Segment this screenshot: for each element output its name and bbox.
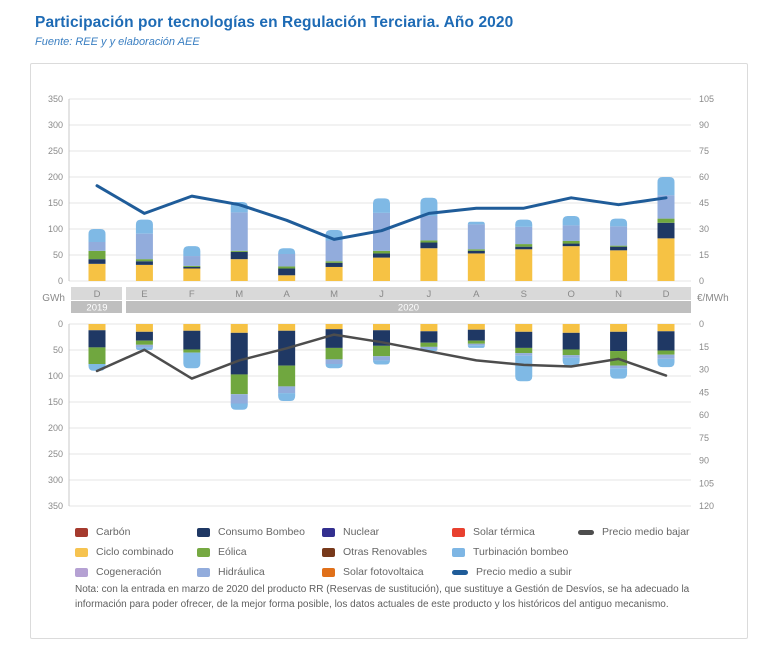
bar-segment	[515, 247, 532, 250]
bar-segment	[373, 324, 390, 330]
legend-label: Eólica	[218, 546, 247, 558]
source-caption: Fuente: REE y y elaboración AEE	[35, 36, 200, 48]
bar-segment	[183, 256, 200, 266]
bar-segment	[278, 386, 295, 393]
axis-tick-label: 30	[699, 364, 710, 375]
bar-segment	[420, 347, 437, 349]
legend-swatch-consumo-bombeo	[197, 528, 210, 537]
bar-segment	[231, 394, 248, 403]
bar-segment	[326, 364, 343, 368]
bar-segment	[658, 355, 675, 359]
bar-segment	[89, 324, 106, 330]
year-label: 2020	[397, 302, 420, 314]
bar-segment	[231, 252, 248, 259]
bar-segment	[515, 332, 532, 348]
bar-segment	[373, 198, 390, 213]
bar-segment	[183, 331, 200, 350]
bar-segment	[183, 349, 200, 352]
bar-segment	[89, 347, 106, 364]
bar-segment	[373, 346, 390, 356]
bar-segment	[563, 244, 580, 247]
axis-tick-label: 100	[47, 371, 63, 381]
axis-tick-label: 0	[699, 276, 705, 286]
bar-segment	[231, 324, 248, 333]
bar-segment	[420, 243, 437, 249]
bar-segment	[610, 219, 627, 227]
month-label: M	[330, 289, 339, 300]
month-strip-2020	[126, 287, 691, 300]
axis-tick-label: 0	[57, 319, 63, 329]
bar-segment	[89, 259, 106, 264]
bar-segment	[658, 359, 675, 367]
bar-segment	[89, 242, 106, 251]
legend-label: Precio medio a subir	[476, 566, 572, 578]
bar-segment	[278, 366, 295, 387]
bar-segment	[278, 324, 295, 331]
bar-segment	[278, 254, 295, 266]
legend-swatch-turbinacion-bombeo	[452, 548, 465, 557]
bar-segment	[658, 177, 675, 195]
bar-segment	[610, 332, 627, 351]
legend-item-consumo-bombeo	[197, 522, 322, 542]
bar-segment	[326, 359, 343, 364]
axis-tick-label: 75	[699, 432, 710, 443]
note-text: Nota: con la entrada en marzo de 2020 del producto RR (Reservas de sustitución), que sustituye a Gestión de Desvíos, se ha adecuado la información para poder ofrecer, de la mejor forma posible, los datos actuales de este producto y los históricos del antiguo mecanismo.	[75, 584, 690, 610]
legend-swatch-cogeneracion	[75, 568, 88, 577]
gwh-unit-label: GWh	[42, 293, 65, 304]
legend	[75, 522, 690, 582]
bar-segment	[468, 345, 485, 348]
bar-segment	[183, 266, 200, 267]
bar-segment	[183, 353, 200, 369]
axis-tick-label: 15	[699, 341, 710, 352]
legend-item-precio-medio-a-subir	[452, 562, 578, 582]
bar-segment	[563, 241, 580, 244]
legend-swatch-otras-renovables	[322, 548, 335, 557]
legend-label: Ciclo combinado	[96, 546, 174, 558]
bar-segment	[231, 404, 248, 410]
bar-segment	[373, 253, 390, 257]
price-unit-label: €/MWh	[697, 293, 729, 304]
bar-segment	[610, 250, 627, 281]
axis-tick-label: 50	[52, 345, 63, 355]
axis-tick-label: 100	[47, 224, 63, 234]
legend-label: Consumo Bombeo	[218, 526, 305, 538]
legend-line-swatch-precio-medio-a-subir	[452, 570, 468, 575]
bar-segment	[563, 355, 580, 358]
bar-segment	[89, 330, 106, 347]
bar-segment	[563, 333, 580, 350]
bar-segment	[373, 251, 390, 254]
axis-tick-label: 45	[699, 387, 710, 398]
bar-segment	[468, 224, 485, 249]
bar-segment	[136, 234, 153, 259]
legend-swatch-eolica	[197, 548, 210, 557]
legend-item-hidraulica	[197, 562, 322, 582]
legend-label: Carbón	[96, 526, 131, 538]
month-label: J	[426, 289, 432, 300]
axis-tick-label: 60	[699, 172, 710, 182]
bar-segment	[326, 324, 343, 329]
bar-segment	[89, 264, 106, 281]
bar-segment	[468, 324, 485, 330]
bar-segment	[468, 341, 485, 344]
bar-segment	[183, 269, 200, 281]
legend-label: Solar fotovoltaica	[343, 566, 424, 578]
bar-segment	[326, 263, 343, 267]
bar-segment	[136, 261, 153, 265]
bar-segment	[136, 324, 153, 332]
bar-segment	[563, 246, 580, 281]
bar-segment	[563, 349, 580, 355]
month-label: O	[567, 289, 575, 300]
bar-segment	[373, 360, 390, 364]
axis-tick-label: 200	[47, 172, 63, 182]
bar-segment	[515, 227, 532, 244]
axis-tick-label: 300	[47, 120, 63, 130]
bar-segment	[278, 275, 295, 281]
bar-segment	[658, 351, 675, 355]
axis-tick-label: 0	[57, 276, 63, 286]
bar-segment	[658, 331, 675, 350]
bar-segment	[515, 356, 532, 381]
chart-panel	[30, 63, 748, 639]
axis-tick-label: 200	[47, 423, 63, 433]
legend-swatch-hidraulica	[197, 568, 210, 577]
bar-segment	[515, 244, 532, 247]
legend-label: Cogeneración	[96, 566, 162, 578]
bar-segment	[610, 368, 627, 378]
bar-segment	[610, 226, 627, 245]
axis-tick-label: 105	[699, 94, 715, 104]
bar-segment	[373, 258, 390, 281]
legend-swatch-carbon	[75, 528, 88, 537]
axis-tick-label: 120	[699, 501, 715, 511]
legend-swatch-nuclear	[322, 528, 335, 537]
legend-item-otras-renovables	[322, 542, 452, 562]
bar-segment	[136, 265, 153, 281]
bar-segment	[183, 267, 200, 269]
legend-swatch-solar-termica	[452, 528, 465, 537]
bar-segment	[468, 253, 485, 281]
bar-segment	[515, 353, 532, 356]
bar-segment	[563, 324, 580, 333]
bar-segment	[563, 216, 580, 225]
bar-segment	[231, 374, 248, 394]
bar-segment	[515, 220, 532, 227]
axis-tick-label: 50	[52, 250, 63, 260]
axis-tick-label: 75	[699, 146, 710, 156]
legend-item-solar-fotovoltaica	[322, 562, 452, 582]
bar-segment	[658, 324, 675, 331]
bar-segment	[326, 329, 343, 348]
legend-item-carbon	[75, 522, 197, 542]
axis-tick-label: 350	[47, 501, 63, 511]
bar-segment	[420, 331, 437, 342]
axis-tick-label: 60	[699, 410, 710, 420]
legend-label: Precio medio bajar	[602, 526, 690, 538]
bar-segment	[610, 246, 627, 247]
bar-segment	[278, 269, 295, 276]
month-label: S	[520, 289, 527, 300]
bar-segment	[658, 219, 675, 223]
month-label: F	[188, 289, 195, 300]
axis-tick-label: 30	[699, 224, 710, 234]
legend-item-cogeneracion	[75, 562, 197, 582]
bar-segment	[136, 220, 153, 234]
bar-segment	[468, 330, 485, 341]
legend-label: Turbinación bombeo	[473, 546, 569, 558]
bar-segment	[610, 324, 627, 332]
bar-segment	[278, 248, 295, 254]
bar-segment	[326, 240, 343, 261]
bar-segment	[183, 246, 200, 256]
axis-tick-label: 45	[699, 198, 710, 208]
axis-tick-label: 250	[47, 449, 63, 459]
bar-segment	[278, 393, 295, 401]
bar-segment	[658, 238, 675, 281]
bar-segment	[326, 267, 343, 281]
bar-segment	[136, 341, 153, 345]
axis-tick-label: 350	[47, 94, 63, 104]
month-label: A	[283, 289, 290, 300]
axis-tick-label: 0	[699, 319, 705, 329]
legend-item-precio-medio-bajar	[578, 522, 690, 542]
legend-label: Solar térmica	[473, 526, 535, 538]
legend-label: Hidráulica	[218, 566, 265, 578]
bar-segment	[610, 366, 627, 369]
bar-segment	[420, 240, 437, 242]
legend-swatch-solar-fotovoltaica	[322, 568, 335, 577]
axis-tick-label: 300	[47, 475, 63, 485]
bar-segment	[136, 332, 153, 341]
bar-segment	[231, 259, 248, 281]
bar-segment	[420, 216, 437, 240]
bar-segment	[468, 249, 485, 251]
bar-segment	[89, 229, 106, 242]
page-title: Participación por tecnologías en Regulación Terciaria. Año 2020	[35, 14, 514, 31]
bar-segment	[515, 348, 532, 353]
bar-segment	[468, 251, 485, 254]
month-label: E	[141, 289, 148, 300]
month-label: D	[93, 289, 101, 300]
bar-segment	[420, 248, 437, 281]
bar-segment	[610, 247, 627, 251]
axis-tick-label: 250	[47, 146, 63, 156]
bar-segment	[420, 343, 437, 347]
bar-segment	[373, 356, 390, 360]
legend-item-solar-termica	[452, 522, 578, 542]
bar-segment	[326, 261, 343, 263]
legend-item-nuclear	[322, 522, 452, 542]
legend-item-turbinacion-bombeo	[452, 542, 578, 562]
legend-label: Otras Renovables	[343, 546, 428, 558]
bar-segment	[231, 212, 248, 250]
bar-segment	[278, 266, 295, 268]
axis-tick-label: 105	[699, 478, 715, 489]
month-label: M	[235, 289, 244, 300]
axis-tick-label: 150	[47, 397, 63, 407]
bar-segment	[658, 223, 675, 239]
axis-tick-label: 90	[699, 120, 710, 130]
month-label: N	[615, 289, 623, 300]
axis-tick-label: 150	[47, 198, 63, 208]
bar-segment	[515, 249, 532, 281]
bar-segment	[563, 225, 580, 241]
year-label: 2019	[86, 302, 108, 314]
legend-item-ciclo-combinado	[75, 542, 197, 562]
chart-canvas	[31, 68, 743, 520]
bar-segment	[468, 222, 485, 225]
bar-segment	[231, 333, 248, 375]
month-label: J	[379, 289, 384, 300]
legend-label: Nuclear	[343, 526, 380, 538]
axis-tick-label: 90	[699, 455, 710, 466]
bar-segment	[136, 345, 153, 348]
bar-segment	[326, 348, 343, 359]
legend-swatch-ciclo-combinado	[75, 548, 88, 557]
legend-line-swatch-precio-medio-bajar	[578, 530, 594, 535]
legend-item-eolica	[197, 542, 322, 562]
bar-segment	[136, 259, 153, 261]
bar-segment	[515, 324, 532, 332]
bar-segment	[183, 324, 200, 331]
bar-segment	[89, 251, 106, 259]
bar-segment	[231, 251, 248, 252]
month-label: A	[473, 289, 480, 300]
month-label: D	[662, 289, 670, 300]
bar-segment	[420, 324, 437, 331]
axis-tick-label: 15	[699, 250, 710, 260]
bar-segment	[468, 344, 485, 346]
